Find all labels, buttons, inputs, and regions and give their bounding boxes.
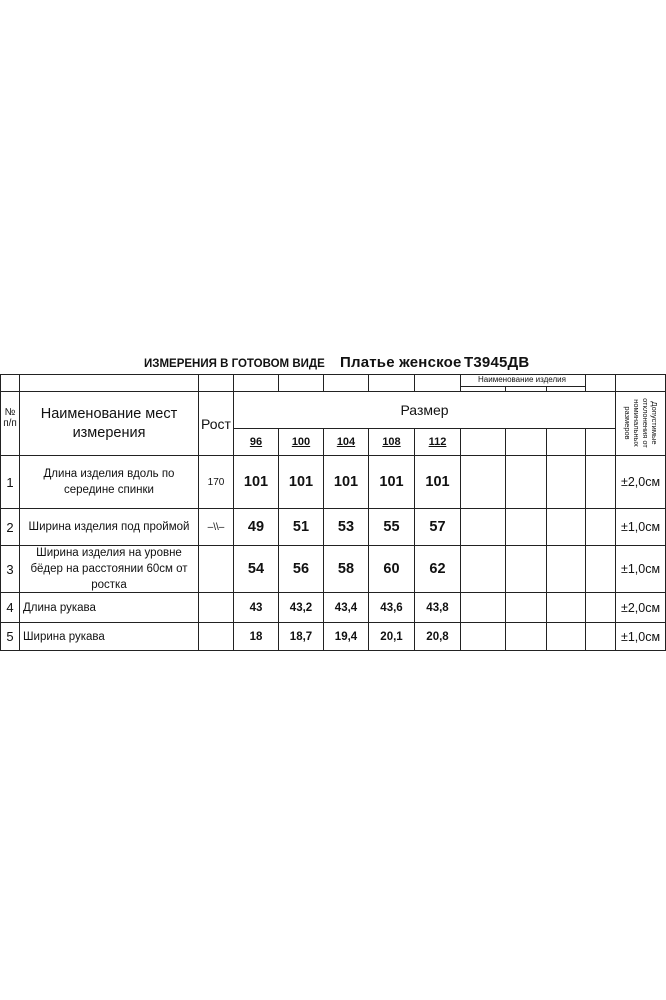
row-value: 101 xyxy=(288,474,314,490)
row-value: 60 xyxy=(383,561,400,577)
row-name: Ширина изделия на уровне бёдер на расстоянии 60см от ростка xyxy=(30,547,188,591)
row-value: 18,7 xyxy=(289,630,313,643)
size-label: 100 xyxy=(291,436,311,448)
row-value: 49 xyxy=(247,519,265,535)
size-label: 104 xyxy=(336,436,356,448)
grid-line xyxy=(278,374,279,391)
row-value: 53 xyxy=(337,519,355,535)
row-height xyxy=(199,546,233,592)
row-number: 4 xyxy=(6,600,14,615)
grid-line xyxy=(0,650,666,651)
grid-line xyxy=(546,386,547,391)
name-column-header: Наименование мест измерения xyxy=(40,405,178,441)
row-tolerance: ±2,0см xyxy=(620,600,661,615)
row-value: 43,4 xyxy=(334,601,358,614)
row-height xyxy=(199,593,233,622)
row-tolerance: ±1,0см xyxy=(620,562,661,576)
row-value: 56 xyxy=(292,561,310,577)
grid-line xyxy=(0,374,666,375)
grid-line xyxy=(414,374,415,391)
row-tolerance: ±2,0см xyxy=(620,475,661,489)
row-value: 54 xyxy=(247,561,265,577)
row-value: 18 xyxy=(249,630,263,643)
grid-line xyxy=(505,428,506,650)
tolerance-column-header xyxy=(617,392,665,454)
tolerance-header-text: Допустимые отклонения от номинальных размеров xyxy=(623,398,659,448)
row-height: 170 xyxy=(207,476,225,488)
row-name: Ширина рукава xyxy=(23,630,105,643)
grid-line xyxy=(368,374,369,391)
row-height: –\\– xyxy=(207,521,225,533)
row-height xyxy=(199,623,233,650)
row-value: 43,2 xyxy=(289,601,313,614)
row-value: 101 xyxy=(425,474,450,490)
height-column-header: Рост xyxy=(201,415,231,432)
row-name: Длина рукава xyxy=(23,601,96,614)
grid-line xyxy=(323,374,324,391)
size-column-header: Размер xyxy=(400,402,449,418)
size-label: 96 xyxy=(249,436,263,448)
row-value: 43 xyxy=(249,601,263,614)
row-value: 43,6 xyxy=(380,601,403,614)
row-tolerance: ±1,0см xyxy=(620,629,661,644)
row-tolerance: ±1,0см xyxy=(620,520,661,534)
row-value: 20,8 xyxy=(426,630,449,643)
size-label: 112 xyxy=(428,436,447,448)
row-number: 2 xyxy=(6,519,14,535)
title-line xyxy=(0,354,666,374)
row-value: 43,8 xyxy=(426,601,449,614)
row-value: 57 xyxy=(429,519,446,535)
grid-line xyxy=(460,428,461,650)
measurements-heading: ИЗМЕРЕНИЯ В ГОТОВОМ ВИДЕ xyxy=(144,358,325,370)
grid-line xyxy=(460,386,586,387)
row-number: 1 xyxy=(6,474,14,490)
row-name: Ширина изделия под проймой xyxy=(28,521,190,533)
product-caption: Наименование изделия xyxy=(478,375,566,384)
row-value: 101 xyxy=(243,474,269,490)
product-name: Платье женское xyxy=(340,354,462,371)
row-number: 5 xyxy=(6,629,14,644)
row-value: 58 xyxy=(337,561,355,577)
row-value: 101 xyxy=(333,474,359,490)
grid-line xyxy=(460,374,461,391)
grid-line xyxy=(505,386,506,391)
row-value: 19,4 xyxy=(334,630,358,643)
row-value: 20,1 xyxy=(380,630,403,643)
number-column-header: № п/п xyxy=(3,407,17,429)
grid-line xyxy=(585,374,586,391)
row-value: 51 xyxy=(292,519,310,535)
grid-line xyxy=(585,428,586,650)
row-value: 62 xyxy=(429,561,446,577)
product-code: Т3945ДВ xyxy=(464,354,530,371)
grid-line xyxy=(546,428,547,650)
row-value: 101 xyxy=(379,474,404,490)
row-value: 55 xyxy=(383,519,400,535)
row-number: 3 xyxy=(6,561,14,577)
row-name: Длина изделия вдоль по середине спинки xyxy=(43,468,175,496)
size-label: 108 xyxy=(382,436,401,448)
